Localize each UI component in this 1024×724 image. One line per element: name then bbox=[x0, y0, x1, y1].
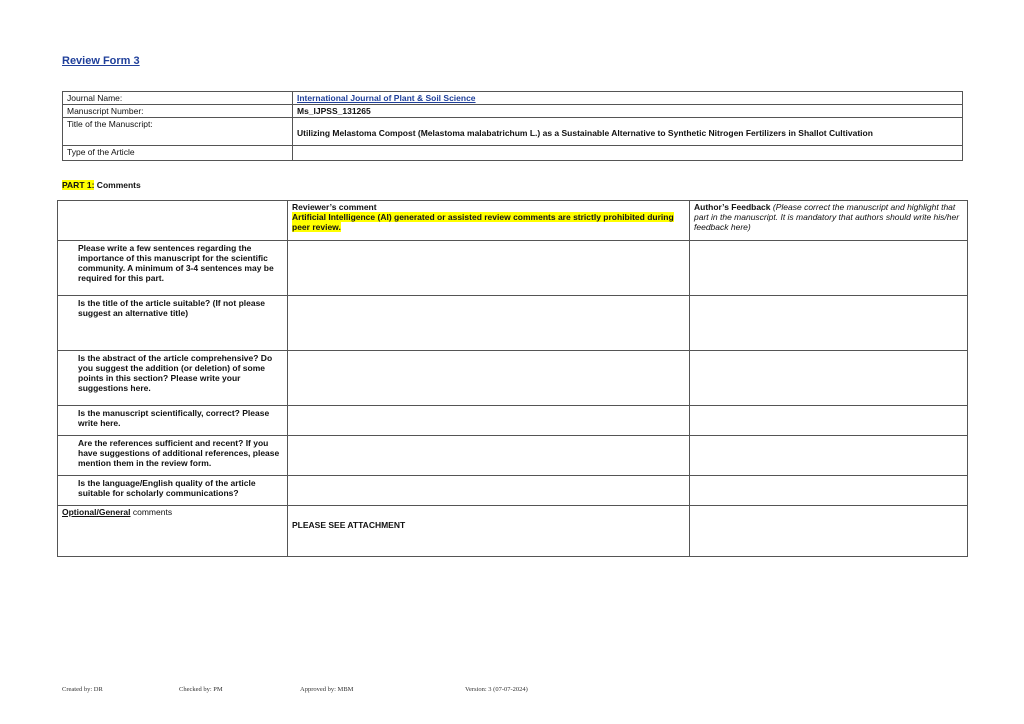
comments-header-row bbox=[58, 201, 968, 241]
question-text: Please write a few sentences regarding the importance of this manuscript for the scientific community. A minimum of 3-4 sentences may be required for this part. bbox=[58, 241, 288, 296]
question-text: Is the language/English quality of the article suitable for scholarly communications? bbox=[58, 476, 288, 506]
optional-label: Optional/General bbox=[62, 507, 131, 517]
part-1-heading bbox=[62, 180, 141, 190]
ai-warning: Artificial Intelligence (AI) generated or assisted review comments are strictly prohibited during peer review. bbox=[292, 212, 674, 232]
reviewer-comment-cell[interactable] bbox=[288, 241, 690, 296]
question-text: Is the manuscript scientifically, correct? Please write here. bbox=[58, 406, 288, 436]
article-type-row bbox=[63, 146, 963, 161]
optional-comments-label bbox=[58, 506, 288, 557]
article-type-label: Type of the Article bbox=[63, 146, 293, 161]
optional-comments-row bbox=[58, 506, 968, 557]
manuscript-number-row bbox=[63, 105, 963, 118]
author-feedback-cell[interactable] bbox=[690, 406, 968, 436]
reviewer-comment-cell[interactable] bbox=[288, 406, 690, 436]
manuscript-title-row bbox=[63, 118, 963, 146]
question-text: Are the references sufficient and recent? If you have suggestions of additional references, please mention them in the review form. bbox=[58, 436, 288, 476]
footer-created-by: Created by: DR bbox=[62, 686, 103, 693]
optional-author-feedback[interactable] bbox=[690, 506, 968, 557]
author-feedback-cell[interactable] bbox=[690, 476, 968, 506]
question-row bbox=[58, 406, 968, 436]
question-row bbox=[58, 476, 968, 506]
journal-row bbox=[63, 92, 963, 105]
question-row bbox=[58, 351, 968, 406]
form-title: Review Form 3 bbox=[62, 55, 140, 67]
footer-checked-by: Checked by: PM bbox=[179, 686, 223, 693]
question-row bbox=[58, 436, 968, 476]
footer-approved-by: Approved by: MBM bbox=[300, 686, 354, 693]
header-blank-cell bbox=[58, 201, 288, 241]
author-header-title: Author’s Feedback bbox=[694, 202, 771, 212]
question-row bbox=[58, 241, 968, 296]
part-1-label: PART 1: bbox=[62, 180, 95, 190]
author-header-cell bbox=[690, 201, 968, 241]
reviewer-comment-cell[interactable] bbox=[288, 436, 690, 476]
journal-label: Journal Name: bbox=[63, 92, 293, 105]
reviewer-header-cell bbox=[288, 201, 690, 241]
part-1-title: Comments bbox=[94, 180, 141, 190]
reviewer-comment-cell[interactable] bbox=[288, 476, 690, 506]
manuscript-number-value: Ms_IJPSS_131265 bbox=[293, 105, 963, 118]
manuscript-title-label: Title of the Manuscript: bbox=[63, 118, 293, 146]
reviewer-comment-cell[interactable] bbox=[288, 296, 690, 351]
reviewer-header-title: Reviewer’s comment bbox=[292, 202, 377, 212]
manuscript-info-table bbox=[62, 91, 963, 161]
optional-reviewer-comment[interactable]: PLEASE SEE ATTACHMENT bbox=[288, 506, 690, 557]
author-header-note: (Please correct the manuscript and highlight that part in the manuscript. It is mandatory that authors should write his/her feedback here) bbox=[694, 202, 960, 232]
comments-table bbox=[57, 200, 968, 557]
question-text: Is the title of the article suitable? (If not please suggest an alternative title) bbox=[58, 296, 288, 351]
author-feedback-cell[interactable] bbox=[690, 351, 968, 406]
journal-link[interactable]: International Journal of Plant & Soil Science bbox=[297, 93, 476, 103]
question-row bbox=[58, 296, 968, 351]
author-feedback-cell[interactable] bbox=[690, 241, 968, 296]
article-type-value bbox=[293, 146, 963, 161]
author-feedback-cell[interactable] bbox=[690, 296, 968, 351]
footer-version: Version: 3 (07-07-2024) bbox=[465, 686, 528, 693]
question-text: Is the abstract of the article comprehensive? Do you suggest the addition (or deletion) of some points in this section? Please write your suggestions here. bbox=[58, 351, 288, 406]
manuscript-number-label: Manuscript Number: bbox=[63, 105, 293, 118]
manuscript-title-value: Utilizing Melastoma Compost (Melastoma malabatrichum L.) as a Sustainable Alternative to Synthetic Nitrogen Fertilizers in Shallot Cultivation bbox=[293, 118, 963, 146]
optional-label-rest: comments bbox=[130, 507, 173, 517]
author-feedback-cell[interactable] bbox=[690, 436, 968, 476]
reviewer-comment-cell[interactable] bbox=[288, 351, 690, 406]
